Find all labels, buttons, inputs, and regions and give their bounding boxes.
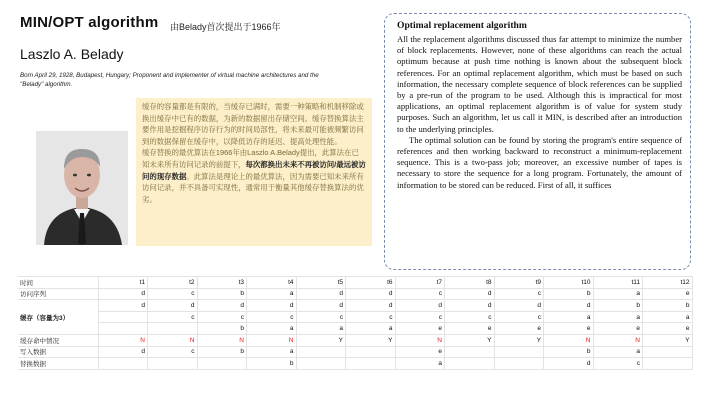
opt-simulation-table: [18, 276, 693, 370]
row-cache-slot-1-cell: d: [247, 300, 297, 312]
row-access-sequence-cell: b: [544, 288, 594, 300]
row-replace-data-cell: [98, 358, 148, 370]
row-cache-hit-label: 缓存命中情况: [18, 334, 98, 346]
row-write-data-cell: [445, 346, 495, 358]
row-cache-slot-2-cell: c: [247, 311, 297, 323]
row-cache-slot-2-cell: c: [197, 311, 247, 323]
notes-highlight: 每次都换出未来不再被访问/最远被访问的现存数据: [142, 159, 366, 181]
row-cache-slot-2-cell: c: [296, 311, 346, 323]
row-cache-slot-1-cell: d: [445, 300, 495, 312]
row-access-sequence: [18, 288, 692, 300]
page-subtitle: 由Belady首次提出于1966年: [170, 22, 281, 32]
row-access-sequence-cell: c: [494, 288, 544, 300]
row-write-data-cell: d: [98, 346, 148, 358]
row-write-data-cell: c: [148, 346, 198, 358]
row-cache-slot-2-cell: c: [148, 311, 198, 323]
row-cache-slot-2-cell: c: [346, 311, 396, 323]
row-time: [18, 277, 692, 289]
notes-paragraph-1: 缓存的容量都是有限的，当缓存已满时，需要一种策略和机制移除或换出缓存中已有的数据，为新的数据留出存储空间。缓存替换算法主要作用是挖掘程序访存行为的时间局部性，将未来最可能被频繁访问到的数据保留在缓存中，以降低访存的延迟、提高处理性能。: [142, 102, 364, 146]
row-cache-slot-3-cell: b: [197, 323, 247, 335]
row-access-sequence-cell: d: [98, 288, 148, 300]
row-replace-data-cell: [643, 358, 693, 370]
row-time-cell: t8: [445, 277, 495, 289]
row-cache-slot-3-cell: e: [445, 323, 495, 335]
row-access-sequence-label: 访问序列: [18, 288, 98, 300]
row-time-cell: t11: [593, 277, 643, 289]
row-cache-slot-2-cell: a: [593, 311, 643, 323]
paper-excerpt: [384, 13, 691, 270]
row-cache-slot-2-cell: c: [494, 311, 544, 323]
row-time-cell: t9: [494, 277, 544, 289]
notes-paragraph-2: 缓存替换的最优算法在1966年由Laszlo A.Belady提出，此算法在已知未来所有访问记录的前提下，每次都换出未来不再被访问/最远被访问的现存数据。此算法是理论上的最优算法，因为需要已知未来所有访问记录，并不具备可实现性，通常用于衡量其他缓存替换算法的优劣。: [142, 148, 366, 204]
row-time-cell: t10: [544, 277, 594, 289]
row-replace-data-cell: b: [247, 358, 297, 370]
row-replace-data-cell: [445, 358, 495, 370]
row-write-data-cell: b: [197, 346, 247, 358]
row-cache-slot-1-label: 缓存（容量为3）: [18, 300, 98, 335]
row-cache-slot-2-cell: [98, 311, 148, 323]
person-bio: Born April 29, 1928, Budapest, Hungary; Proponent and implementer of virtual machine architectures and the "Belady" algorithm.: [20, 72, 319, 88]
portrait-illustration: [36, 131, 128, 245]
row-replace-data-label: 替换数据: [18, 358, 98, 370]
row-cache-slot-3: [18, 323, 692, 335]
row-time-cell: t4: [247, 277, 297, 289]
row-replace-data-cell: d: [544, 358, 594, 370]
row-cache-slot-1: [18, 300, 692, 312]
row-cache-slot-3-cell: e: [544, 323, 594, 335]
row-time-cell: t5: [296, 277, 346, 289]
row-access-sequence-cell: d: [445, 288, 495, 300]
row-cache-slot-2-cell: a: [544, 311, 594, 323]
excerpt-paragraph-1: All the replacement algorithms discussed thus far attempt to minimize the number of block replacements. However, none of these algorithms can reach the actual optimum because at push time nothing is known about the subsequent block references. For an optimal replacement algorithm, which must be based on such information, the necessary complete sequence of block references can be supplied by a pre-run of the program to be used. Although this is impractical for most applications, an optimal replacement algorithm is of value for system study purposes. Such an algorithm, let us call it MIN, is described after an introduction to the underlying principles.: [397, 34, 682, 134]
row-cache-slot-1-cell: d: [296, 300, 346, 312]
row-time-label: 时间: [18, 277, 98, 289]
row-cache-slot-1-cell: d: [395, 300, 445, 312]
row-time-cell: t2: [148, 277, 198, 289]
row-access-sequence-cell: a: [593, 288, 643, 300]
row-write-data-cell: [296, 346, 346, 358]
row-replace-data-cell: [197, 358, 247, 370]
row-cache-hit-cell: N: [247, 334, 297, 346]
row-cache-slot-2-cell: c: [395, 311, 445, 323]
row-cache-hit-cell: N: [197, 334, 247, 346]
row-cache-slot-3-cell: [98, 323, 148, 335]
row-access-sequence-cell: a: [247, 288, 297, 300]
page-title: MIN/OPT algorithm: [20, 14, 159, 31]
row-cache-slot-1-cell: d: [346, 300, 396, 312]
row-cache-hit-cell: N: [148, 334, 198, 346]
row-write-data-cell: [494, 346, 544, 358]
row-cache-hit-cell: Y: [296, 334, 346, 346]
row-write-data-cell: e: [395, 346, 445, 358]
portrait-photo: [36, 131, 128, 245]
row-cache-slot-3-cell: a: [247, 323, 297, 335]
row-replace-data-cell: [148, 358, 198, 370]
row-cache-slot-1-cell: d: [544, 300, 594, 312]
row-cache-hit-cell: N: [544, 334, 594, 346]
row-write-data-cell: a: [247, 346, 297, 358]
row-write-data-label: 写入数据: [18, 346, 98, 358]
row-access-sequence-cell: c: [395, 288, 445, 300]
row-time-cell: t12: [643, 277, 693, 289]
row-cache-hit-cell: N: [593, 334, 643, 346]
row-cache-slot-1-cell: d: [98, 300, 148, 312]
row-time-cell: t3: [197, 277, 247, 289]
person-name: Laszlo A. Belady: [20, 46, 124, 62]
row-cache-hit-cell: Y: [445, 334, 495, 346]
row-cache-slot-2-cell: c: [445, 311, 495, 323]
row-cache-slot-1-cell: b: [593, 300, 643, 312]
row-write-data-cell: [643, 346, 693, 358]
row-cache-slot-3-cell: e: [395, 323, 445, 335]
row-replace-data-cell: c: [593, 358, 643, 370]
row-cache-slot-1-cell: d: [148, 300, 198, 312]
row-cache-slot-3-cell: [148, 323, 198, 335]
row-cache-hit-cell: Y: [346, 334, 396, 346]
row-cache-slot-3-cell: e: [643, 323, 693, 335]
excerpt-paragraph-2: The optimal solution can be found by storing the program's entire sequence of references and then working backward to reconstruct a minimum-replacement sequence. This is a two-pass job; moreover, an excessive number of tapes is necessary to store the sequence for a long program. Fortunately, the amount of information to be stored can be reduced. First of all, it suffices: [397, 134, 682, 190]
row-access-sequence-cell: e: [643, 288, 693, 300]
row-replace-data-cell: a: [395, 358, 445, 370]
row-access-sequence-cell: c: [148, 288, 198, 300]
row-replace-data-cell: [494, 358, 544, 370]
chinese-notes: [136, 98, 372, 246]
row-write-data: [18, 346, 692, 358]
row-cache-slot-3-cell: a: [296, 323, 346, 335]
row-time-cell: t7: [395, 277, 445, 289]
row-cache-slot-2: [18, 311, 692, 323]
row-cache-hit-cell: Y: [643, 334, 693, 346]
row-time-cell: t1: [98, 277, 148, 289]
row-cache-hit-cell: Y: [494, 334, 544, 346]
row-replace-data-cell: [296, 358, 346, 370]
row-write-data-cell: b: [544, 346, 594, 358]
row-replace-data-cell: [346, 358, 396, 370]
row-cache-slot-1-cell: b: [643, 300, 693, 312]
row-access-sequence-cell: d: [296, 288, 346, 300]
row-cache-hit: [18, 334, 692, 346]
row-write-data-cell: a: [593, 346, 643, 358]
row-cache-slot-1-cell: d: [197, 300, 247, 312]
row-cache-slot-3-cell: e: [494, 323, 544, 335]
row-cache-slot-1-cell: d: [494, 300, 544, 312]
row-replace-data: [18, 358, 692, 370]
row-time-cell: t6: [346, 277, 396, 289]
row-cache-hit-cell: N: [98, 334, 148, 346]
row-write-data-cell: [346, 346, 396, 358]
row-cache-slot-2-cell: a: [643, 311, 693, 323]
row-access-sequence-cell: d: [346, 288, 396, 300]
excerpt-heading: Optimal replacement algorithm: [397, 20, 527, 31]
row-cache-slot-3-cell: e: [593, 323, 643, 335]
row-cache-hit-cell: N: [395, 334, 445, 346]
row-cache-slot-3-cell: a: [346, 323, 396, 335]
row-access-sequence-cell: b: [197, 288, 247, 300]
